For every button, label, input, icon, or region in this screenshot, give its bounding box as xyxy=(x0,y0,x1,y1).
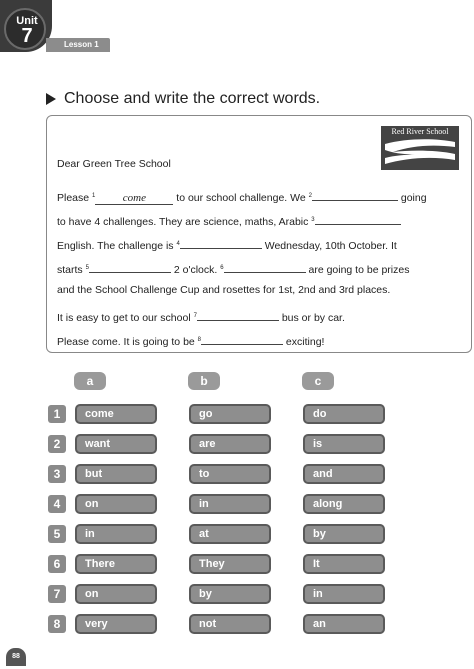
option-b-word[interactable]: to xyxy=(189,464,271,484)
blank-number: 6 xyxy=(220,265,224,271)
unit-word: Unit xyxy=(16,15,38,27)
option-a-word[interactable]: but xyxy=(75,464,157,484)
school-logo xyxy=(381,126,459,170)
letter-line-5: and the School Challenge Cup and rosettes for 1st, 2nd and 3rd places. xyxy=(57,284,391,296)
line-text: Wednesday, 10th October. It xyxy=(261,240,397,252)
option-c-word[interactable]: along xyxy=(303,494,385,514)
option-c-word[interactable]: It xyxy=(303,554,385,574)
option-a-word[interactable]: on xyxy=(75,584,157,604)
letter-line-6 xyxy=(57,308,345,324)
blank-number: 8 xyxy=(197,337,202,343)
option-c-word[interactable]: in xyxy=(303,584,385,604)
answer-blank-8[interactable] xyxy=(201,332,283,345)
line-text: exciting! xyxy=(283,336,325,348)
unit-badge xyxy=(0,0,52,52)
logo-text: Red River School xyxy=(391,127,449,136)
row-number: 8 xyxy=(48,615,66,633)
option-a-word[interactable]: very xyxy=(75,614,157,634)
option-b-word[interactable]: not xyxy=(189,614,271,634)
river-logo-icon xyxy=(381,136,459,170)
answer-blank-5[interactable] xyxy=(89,260,171,273)
option-b-word[interactable]: at xyxy=(189,524,271,544)
letter-line-2 xyxy=(57,212,401,228)
option-b-word[interactable]: are xyxy=(189,434,271,454)
option-c-word[interactable]: an xyxy=(303,614,385,634)
letter-line-7 xyxy=(57,332,324,348)
option-a-word[interactable]: in xyxy=(75,524,157,544)
instruction-title xyxy=(46,90,320,108)
line-text: to our school challenge. We xyxy=(173,192,309,204)
line-text: Please come. It is going to be xyxy=(57,336,198,348)
page-number: 88 xyxy=(6,648,26,666)
answer-blank-2[interactable] xyxy=(312,188,398,201)
lesson-label: Lesson 1 xyxy=(46,38,110,52)
option-b-word[interactable]: They xyxy=(189,554,271,574)
option-a-word[interactable]: There xyxy=(75,554,157,574)
line-text: bus or by car. xyxy=(278,312,345,324)
option-c-word[interactable]: is xyxy=(303,434,385,454)
option-a-word[interactable]: want xyxy=(75,434,157,454)
option-b-word[interactable]: in xyxy=(189,494,271,514)
option-b-word[interactable]: by xyxy=(189,584,271,604)
blank-number: 2 xyxy=(308,193,312,199)
row-number: 7 xyxy=(48,585,66,603)
answer-blank-3[interactable] xyxy=(315,212,401,225)
line-text: 2 o'clock. xyxy=(170,264,221,276)
line-text: to have 4 challenges. They are science, maths, Arabic xyxy=(57,216,312,228)
line-text: starts xyxy=(57,264,86,276)
blank-number: 3 xyxy=(311,217,315,223)
option-a-word[interactable]: on xyxy=(75,494,157,514)
row-number: 4 xyxy=(48,495,66,513)
blank-number: 7 xyxy=(193,313,197,319)
column-header-a: a xyxy=(74,372,106,390)
option-a-word[interactable]: come xyxy=(75,404,157,424)
option-c-word[interactable]: by xyxy=(303,524,385,544)
letter-greeting: Dear Green Tree School xyxy=(57,158,171,170)
letter-line-4 xyxy=(57,260,409,276)
blank-number: 5 xyxy=(85,265,89,271)
answer-blank-4[interactable] xyxy=(180,236,262,249)
column-header-b: b xyxy=(188,372,220,390)
line-text: going xyxy=(397,192,427,204)
line-text: It is easy to get to our school xyxy=(57,312,194,324)
letter-line-3 xyxy=(57,236,397,252)
column-header-c: c xyxy=(302,372,334,390)
line-text: are going to be prizes xyxy=(305,264,410,276)
row-number: 6 xyxy=(48,555,66,573)
unit-number: 7 xyxy=(21,25,33,47)
letter-line-1 xyxy=(57,188,427,205)
instruction-text: Choose and write the correct words. xyxy=(64,90,321,107)
row-number: 2 xyxy=(48,435,66,453)
answer-blank-7[interactable] xyxy=(197,308,279,321)
blank-number: 1 xyxy=(92,193,96,199)
triangle-bullet-icon xyxy=(46,93,56,105)
row-number: 1 xyxy=(48,405,66,423)
line-text: Please xyxy=(57,192,93,204)
row-number: 5 xyxy=(48,525,66,543)
line-text: English. The challenge is xyxy=(57,240,177,252)
option-c-word[interactable]: do xyxy=(303,404,385,424)
answer-blank-1[interactable]: come xyxy=(95,192,173,205)
row-number: 3 xyxy=(48,465,66,483)
option-b-word[interactable]: go xyxy=(189,404,271,424)
option-c-word[interactable]: and xyxy=(303,464,385,484)
unit-circle xyxy=(4,8,46,50)
blank-number: 4 xyxy=(176,241,180,247)
letter-box xyxy=(46,115,472,353)
answer-blank-6[interactable] xyxy=(224,260,306,273)
